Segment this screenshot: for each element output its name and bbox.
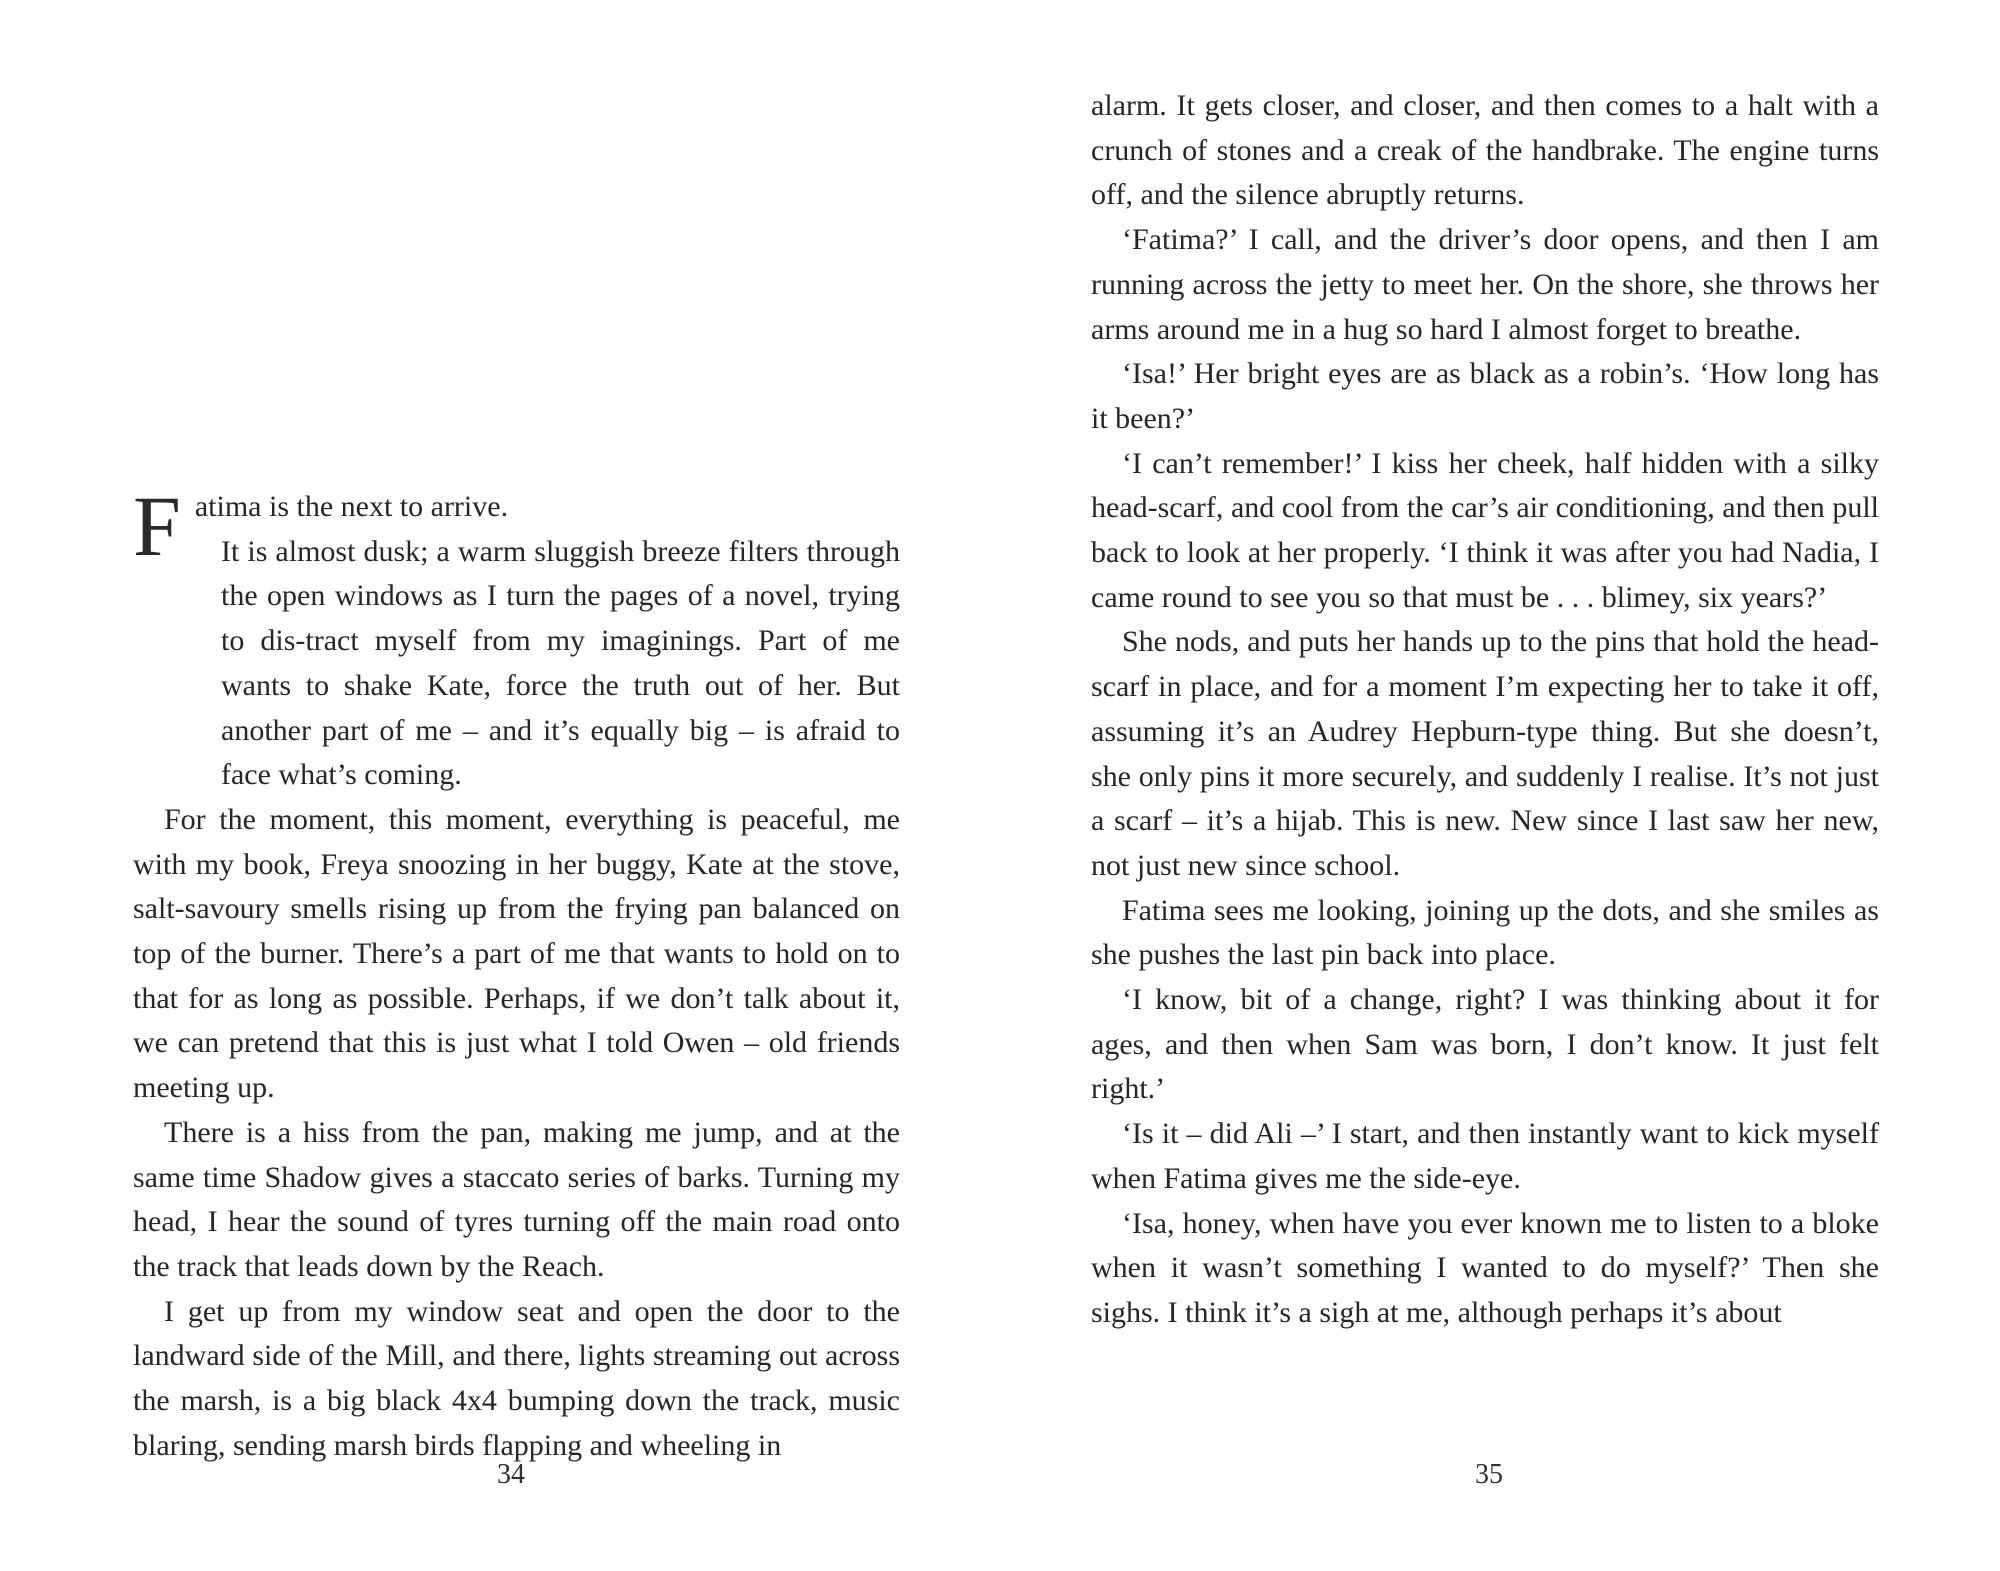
paragraph: For the moment, this moment, everything is peaceful, me with my book, Freya snoozing in her buggy, Kate at the stove, salt-savoury smells rising up from the frying pan balanced on top of the burner. There’s a part of me that wants to hold on to that for as long as possible. Perhaps, if we don’t talk about it, we can pretend that this is just what I told Owen – old friends meeting up. [133, 802, 900, 1105]
paragraph: ‘Is it – did Ali –’ I start, and then instantly want to kick myself when Fatima gives me the side-eye. [1091, 1117, 1879, 1195]
paragraph: ‘Isa!’ Her bright eyes are as black as a robin’s. ‘How long has it been?’ [1091, 357, 1879, 435]
drop-cap: F [133, 478, 181, 574]
paragraph: Fatima sees me looking, joining up the dots, and she smiles as she pushes the last pin back into place. [1091, 893, 1879, 972]
paragraph: ‘I know, bit of a change, right? I was thinking about it for ages, and then when Sam was born, I don’t know. It just felt right.’ [1091, 983, 1879, 1106]
paragraph: There is a hiss from the pan, making me jump, and at the same time Shadow gives a staccato series of barks. Turning my head, I hear the sound of tyres turning off the main road onto the track that leads down by the Reach. [133, 1115, 900, 1283]
right-page [1000, 0, 2000, 1571]
paragraph: I get up from my window seat and open the door to the landward side of the Mill, and there, lights streaming out across the marsh, is a big black 4x4 bumping down the track, music blaring, sending marsh birds flapping and wheeling in [133, 1294, 900, 1462]
opening-paragraph [133, 478, 900, 798]
opening-line: atima is the next to arrive. [194, 490, 509, 523]
page-number: 34 [497, 1459, 525, 1490]
page-number: 35 [1475, 1459, 1503, 1490]
opening-continued: It is almost dusk; a warm sluggish breeze filters through the open windows as I turn the pages of a novel, trying to dis-tract myself from my imaginings. Part of me wants to shake Kate, force the truth out of her. But another part of me – and it’s equally big – is afraid to face what’s coming. [221, 534, 900, 792]
paragraph: She nods, and puts her hands up to the pins that hold the head-scarf in place, and for a moment I’m expecting her to take it off, assuming it’s an Audrey Hepburn-type thing. But she doesn’t, she only pins it more securely, and suddenly I realise. It’s not just a scarf – it’s a hijab. This is new. New since I last saw her new, not just new since school. [1091, 625, 1879, 882]
left-page-text [133, 478, 900, 1468]
paragraph: ‘Isa, honey, when have you ever known me to listen to a bloke when it wasn’t something I wanted to do myself?’ Then she sighs. I think it’s a sigh at me, although perhaps it’s about [1091, 1206, 1879, 1329]
paragraph: ‘I can’t remember!’ I kiss her cheek, half hidden with a silky head-scarf, and cool from the car’s air conditioning, and then pull back to look at her properly. ‘I think it was after you had Nadia, I came round to see you so that must be . . . blimey, six years?’ [1091, 446, 1879, 614]
continuation-paragraph: alarm. It gets closer, and closer, and then comes to a halt with a crunch of stones and a creak of the handbrake. The engine turns off, and the silence abruptly returns. [1091, 89, 1879, 212]
right-page-text [1091, 84, 1879, 1336]
paragraph: ‘Fatima?’ I call, and the driver’s door opens, and then I am running across the jetty to meet her. On the shore, she throws her arms around me in a hug so hard I almost forget to breathe. [1091, 223, 1879, 346]
